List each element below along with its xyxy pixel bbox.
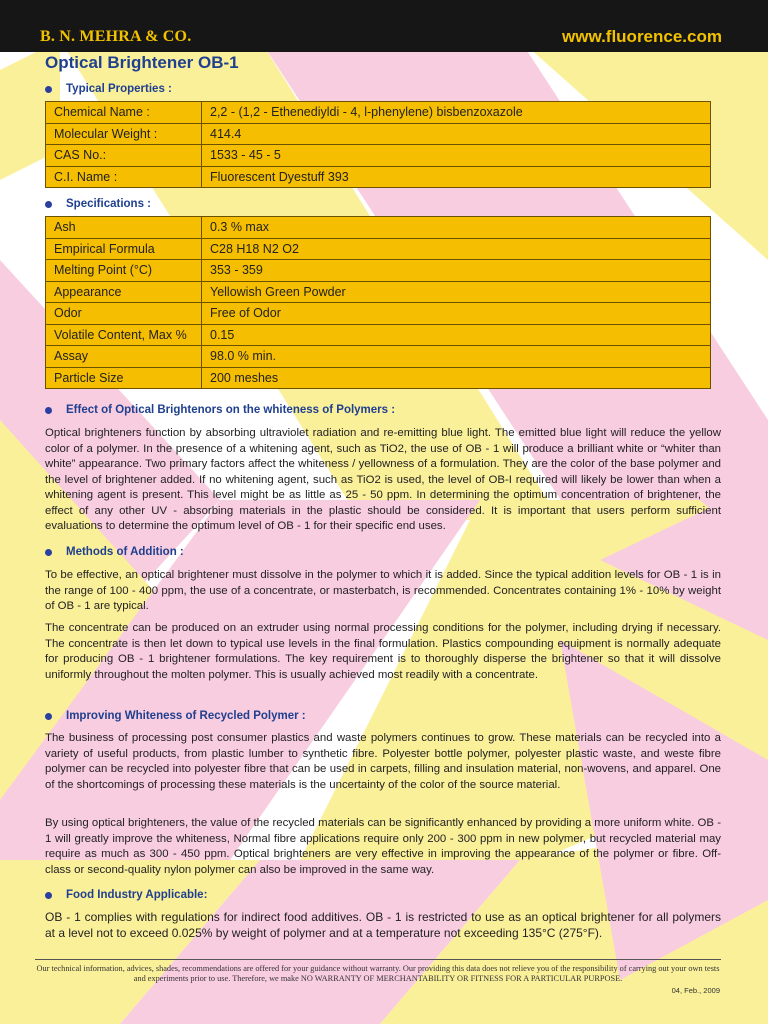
table-row <box>46 324 711 346</box>
table-row <box>46 102 711 124</box>
property-value: 200 meshes <box>202 367 711 389</box>
property-value: 353 - 359 <box>202 260 711 282</box>
table-row <box>46 238 711 260</box>
table-row <box>46 145 711 167</box>
property-name: Chemical Name : <box>46 102 202 124</box>
property-value: 0.3 % max <box>202 217 711 239</box>
bullet-icon <box>45 549 52 556</box>
property-name: Assay <box>46 346 202 368</box>
section-heading: Typical Properties : <box>66 83 172 95</box>
paragraph-methods-2: The concentrate can be produced on an extruder using normal processing conditions for the polymer, including drying if necessary. The concentrate is then let down to typical use levels in the final formulation. Plastics compounding equipment is normally adequate for producing OB - 1 brightener formulations. The key requirement is to thoroughly disperse the brightener so that it will dissolve uniformly throughout the molten polymer. This is usually achieved most readily with a concentrate. <box>45 622 721 681</box>
property-value: 414.4 <box>202 123 711 145</box>
property-name: Melting Point (°C) <box>46 260 202 282</box>
website-link[interactable]: www.fluorence.com <box>562 27 722 46</box>
property-name: C.I. Name : <box>46 166 202 188</box>
property-value: 0.15 <box>202 324 711 346</box>
page-title: Optical Brightener OB-1 <box>45 53 239 72</box>
property-name: Volatile Content, Max % <box>46 324 202 346</box>
bullet-icon <box>45 713 52 720</box>
section-heading: Food Industry Applicable: <box>66 889 208 901</box>
paragraph-recycled-2: By using optical brighteners, the value of the recycled materials can be significantly enhanced by providing a more uniform white. OB - 1 will greatly improve the whiteness, Normal fibre applications require only 200 - 300 ppm in new polymer, but recycled material may require as much as 300 - 450 ppm. Optical brighteners are very effective in improving the appearance of the polymer or fibre. Off-class or second-quality nylon polymer can also be improved in the same way. <box>45 817 721 876</box>
section-specifications <box>45 198 151 210</box>
property-value: Fluorescent Dyestuff 393 <box>202 166 711 188</box>
section-heading: Methods of Addition : <box>66 546 184 558</box>
table-row <box>46 346 711 368</box>
section-heading: Improving Whiteness of Recycled Polymer : <box>66 710 306 722</box>
bullet-icon <box>45 892 52 899</box>
property-name: Odor <box>46 303 202 325</box>
paragraph-effect: Optical brighteners function by absorbing ultraviolet radiation and re-emitting blue light. The emitted blue light will reduce the yellow color of a polymer. In the presence of a whitening agent, such as TiO2, the use of OB - 1 will produce a brilliant white or “whiter than white” appearance. Two primary factors affect the whiteness / yellowness of a formulation. They are the color of the base polymer and the level of brightener added. If no whitening agent, such as TiO2 is used, the level of OB-I required will likely be lower than when a whitening agent is present. This level might be as little as 25 - 50 ppm. In determining the optimum concentration of brightener, the effect of any other UV - absorbing materials in the plastic should be considered. It is important that users perform sufficient evaluations to determine the optimum level of OB - 1 for their specific end uses. <box>45 427 721 532</box>
property-value: Free of Odor <box>202 303 711 325</box>
typical-properties-table <box>45 101 711 188</box>
table-row <box>46 303 711 325</box>
section-effect <box>45 404 395 416</box>
footer-disclaimer: Our technical information, advices, shades, recommendations are offered for your guidance without warranty. Our providing this data does not relieve you of the responsibility of carrying out your own tests and experiments prior to use. Therefore, we make NO WARRANTY OF MERCHANTABILITY OR FITNESS FOR A PARTICULAR PURPOSE. <box>36 964 720 983</box>
footer-date: 04, Feb., 2009 <box>671 986 720 995</box>
table-row <box>46 367 711 389</box>
bullet-icon <box>45 86 52 93</box>
footer-divider <box>35 959 721 960</box>
table-row <box>46 281 711 303</box>
section-food <box>45 889 207 901</box>
section-heading: Specifications : <box>66 198 151 210</box>
section-typical-properties <box>45 83 172 95</box>
property-name: CAS No.: <box>46 145 202 167</box>
table-row <box>46 217 711 239</box>
bullet-icon <box>45 407 52 414</box>
specifications-table <box>45 216 711 389</box>
property-name: Ash <box>46 217 202 239</box>
property-value: 98.0 % min. <box>202 346 711 368</box>
property-value: Yellowish Green Powder <box>202 281 711 303</box>
section-heading: Effect of Optical Brightenors on the whiteness of Polymers : <box>66 404 396 416</box>
paragraph-recycled-1: The business of processing post consumer plastics and waste polymers continues to grow. These materials can be recycled into a variety of useful products, from plastic lumber to synthetic fibre. Polyester bottle polymer, polyester plastic waste, and weste fibre polymer can be recycled into polyester fibre that can be used in carpets, filling and insulation material, non-wovens, and apparel. One of the shortcomings of processing these materials is the uncertainty of the color of the source material. <box>45 732 721 791</box>
table-row <box>46 166 711 188</box>
property-name: Appearance <box>46 281 202 303</box>
property-name: Particle Size <box>46 367 202 389</box>
table-row <box>46 260 711 282</box>
section-recycled <box>45 710 306 722</box>
paragraph-food: OB - 1 complies with regulations for indirect food additives. OB - 1 is restricted to use as an optical brightener for all polymers at a level not to exceed 0.025% by weight of polymer and at a temperature not exceeding 135°C (275°F). <box>45 910 721 940</box>
bullet-icon <box>45 201 52 208</box>
property-value: 1533 - 45 - 5 <box>202 145 711 167</box>
property-name: Molecular Weight : <box>46 123 202 145</box>
company-name: B. N. MEHRA & CO. <box>40 28 192 45</box>
property-name: Empirical Formula <box>46 238 202 260</box>
property-value: 2,2 - (1,2 - Ethenediyldi - 4, l-phenylene) bisbenzoxazole <box>202 102 711 124</box>
table-row <box>46 123 711 145</box>
property-value: C28 H18 N2 O2 <box>202 238 711 260</box>
paragraph-methods-1: To be effective, an optical brightener must dissolve in the polymer to which it is added. Since the typical addition levels for OB - 1 is in the range of 100 - 400 ppm, the use of a concentrate, or masterbatch, is recommended. Concentrates containing 1% - 10% by weight of OB - 1 are typical. <box>45 569 721 612</box>
section-methods <box>45 546 184 558</box>
